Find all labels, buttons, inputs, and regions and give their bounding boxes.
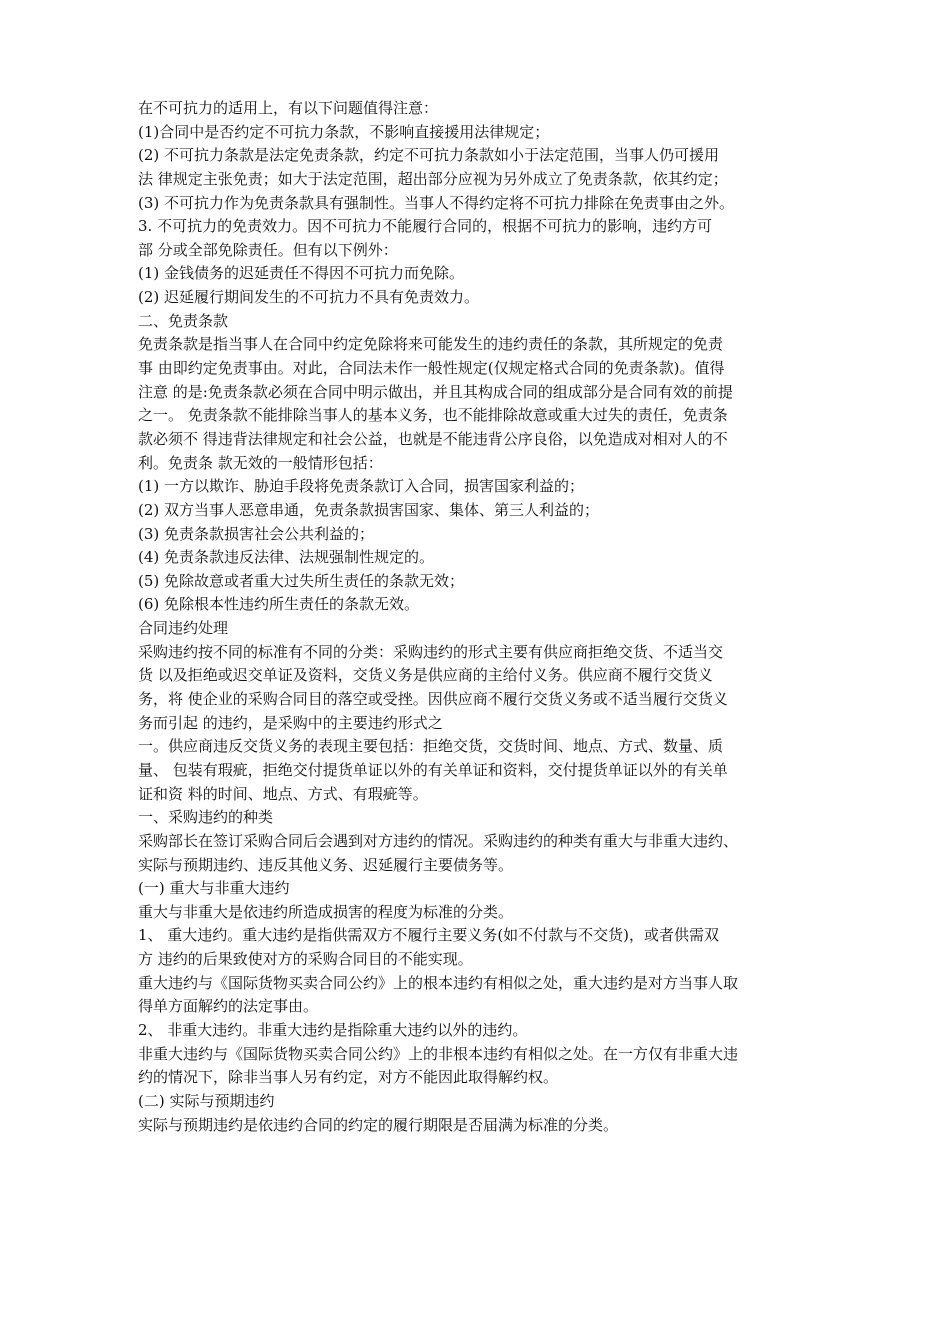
text-line: 法 律规定主张免责；如大于法定范围，超出部分应视为另外成立了免责条款，依其约定； xyxy=(138,169,728,188)
text-line: 在不可抗力的适用上，有以下问题值得注意： xyxy=(138,99,439,117)
text-line: 款必须不 得违背法律规定和社会公益，也就是不能违背公序良俗，以免造成对相对人的不 xyxy=(138,429,728,448)
text-line: 采购违约按不同的标准有不同的分类：采购违约的形式主要有供应商拒绝交货、不适当交 xyxy=(138,642,724,661)
section-heading: 合同违约处理 xyxy=(138,619,229,638)
text-line: (2) 迟延履行期间发生的不可抗力不具有免责效力。 xyxy=(138,288,480,307)
text-line: (3) 免责条款损害社会公共利益的； xyxy=(138,524,375,543)
text-line: (4) 免责条款违反法律、法规强制性规定的。 xyxy=(138,548,435,567)
text-line: (1) 一方以欺诈、胁迫手段将免责条款订入合同，损害国家利益的； xyxy=(138,477,585,496)
text-line: 重大与非重大是依违约所造成损害的程度为标准的分类。 xyxy=(138,902,514,921)
document-body xyxy=(138,97,828,1137)
text-line: 1、 重大违约。重大违约是指供需双方不履行主要义务(如不付款与不交货)，或者供需双 xyxy=(138,926,720,945)
text-line: 务，将 使企业的采购合同目的落空或受挫。因供应商不履行交货义务或不适当履行交货义 xyxy=(138,690,728,709)
text-line: 实际与预期违约是依违约合同的约定的履行期限是否届满为标准的分类。 xyxy=(138,1115,619,1134)
text-line: (1)合同中是否约定不可抗力条款，不影响直接援用法律规定； xyxy=(138,122,550,141)
text-line: 免责条款是指当事人在合同中约定免除将来可能发生的违约责任的条款，其所规定的免责 xyxy=(138,335,724,354)
text-line: 非重大违约与《国际货物买卖合同公约》上的非根本违约有相似之处。在一方仅有非重大违 xyxy=(138,1044,739,1063)
text-line: (3) 不可抗力作为免责条款具有强制性。当事人不得约定将不可抗力排除在免责事由之外。 xyxy=(138,193,735,212)
text-line: 得单方面解约的法定事由。 xyxy=(138,997,319,1016)
text-line: 2、 非重大违约。非重大违约是指除重大违约以外的违约。 xyxy=(138,1020,528,1039)
text-line: (6) 免除根本性违约所生责任的条款无效。 xyxy=(138,595,420,614)
text-line: 实际与预期违约、违反其他义务、迟延履行主要债务等。 xyxy=(138,855,514,874)
subsection-heading: (一) 重大与非重大违约 xyxy=(138,879,290,898)
section-heading: 二、免责条款 xyxy=(138,311,229,330)
text-line: (2) 双方当事人恶意串通，免责条款损害国家、集体、第三人利益的； xyxy=(138,500,600,519)
text-line: 利。免责条 款无效的一般情形包括： xyxy=(138,453,383,472)
text-line: 约的情况下，除非当事人另有约定，对方不能因此取得解约权。 xyxy=(138,1068,559,1087)
text-line: 务而引起 的违约，是采购中的主要违约形式之 xyxy=(138,713,443,732)
text-line: 一。供应商违反交货义务的表现主要包括：拒绝交货，交货时间、地点、方式、数量、质 xyxy=(138,737,724,756)
text-line: 采购部长在签订采购合同后会遇到对方违约的情况。采购违约的种类有重大与非重大违约、 xyxy=(138,831,739,850)
text-line: 货 以及拒绝或迟交单证及资料，交货义务是供应商的主给付义务。供应商不履行交货义 xyxy=(138,666,713,685)
subsection-heading: (二) 实际与预期违约 xyxy=(138,1091,275,1110)
text-line: 事 由即约定免责事由。对此，合同法未作一般性规定(仅规定格式合同的免责条款)。值得 xyxy=(138,359,725,378)
text-line: 之一。 免责条款不能排除当事人的基本义务，也不能排除故意或重大过失的责任，免责条 xyxy=(138,406,728,425)
text-line: 重大违约与《国际货物买卖合同公约》上的根本违约有相似之处，重大违约是对方当事人取 xyxy=(138,973,739,992)
text-line: 方 违约的后果致使对方的采购合同目的不能实现。 xyxy=(138,950,473,969)
section-heading: 一、采购违约的种类 xyxy=(138,808,274,827)
text-line: (2) 不可抗力条款是法定免责条款，约定不可抗力条款如小于法定范围，当事人仍可援用 xyxy=(138,146,720,165)
text-line: 量、 包装有瑕疵，拒绝交付提货单证以外的有关单证和资料，交付提货单证以外的有关单 xyxy=(138,760,728,779)
text-line: 3. 不可抗力的免责效力。因不可抗力不能履行合同的，根据不可抗力的影响，违约方可 xyxy=(138,217,713,236)
text-line: 注意 的是:免责条款必须在合同中明示做出，并且其构成合同的组成部分是合同有效的前提 xyxy=(138,382,733,401)
text-line: 证和资 料的时间、地点、方式、有瑕疵等。 xyxy=(138,784,428,803)
text-line: 部 分或全部免除责任。但有以下例外： xyxy=(138,240,398,259)
text-line: (5) 免除故意或者重大过失所生责任的条款无效； xyxy=(138,571,465,590)
text-line: (1) 金钱债务的迟延责任不得因不可抗力而免除。 xyxy=(138,264,465,283)
